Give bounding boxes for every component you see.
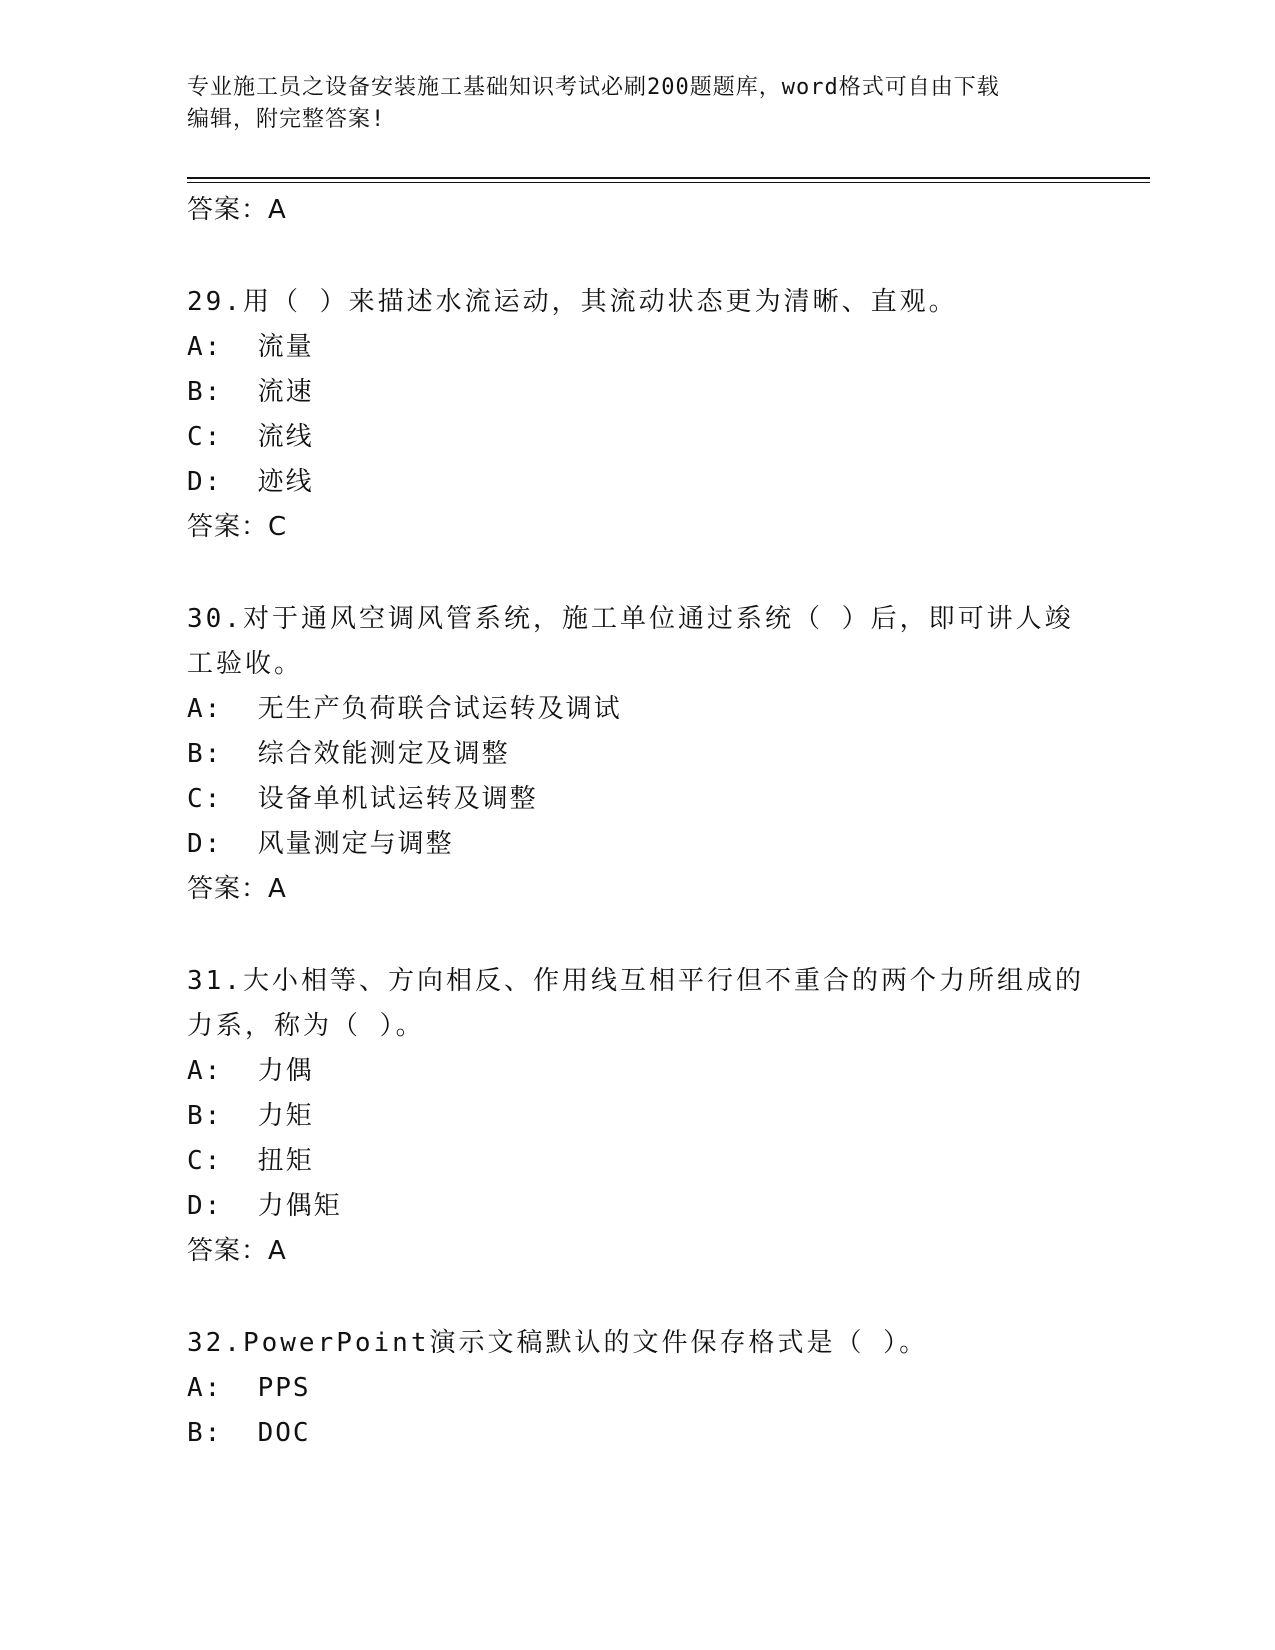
option-a: A: 流量 xyxy=(187,332,314,362)
question-29 xyxy=(187,280,1087,550)
question-31 xyxy=(187,959,1087,1274)
option-c: C: 流线 xyxy=(187,422,314,452)
header-divider-thin xyxy=(187,182,1150,183)
document-header xyxy=(187,72,1087,136)
option-a: A: 无生产负荷联合试运转及调试 xyxy=(187,694,622,724)
option-d: D: 迹线 xyxy=(187,467,314,497)
option-a: A: 力偶 xyxy=(187,1056,314,1086)
question-stem-line-2: 工验收。 xyxy=(187,649,304,679)
option-b: B: 力矩 xyxy=(187,1101,314,1131)
question-30 xyxy=(187,597,1087,912)
document-body xyxy=(187,188,1087,1456)
option-d: D: 力偶矩 xyxy=(187,1191,342,1221)
option-b: B: 流速 xyxy=(187,377,314,407)
question-stem-line-2: 力系，称为（ ）。 xyxy=(187,1011,425,1041)
answer-line: 答案：A xyxy=(187,1236,287,1266)
option-c: C: 扭矩 xyxy=(187,1146,314,1176)
spacer xyxy=(187,233,1087,280)
option-b: B: 综合效能测定及调整 xyxy=(187,739,510,769)
question-32 xyxy=(187,1321,1087,1456)
option-d: D: 风量测定与调整 xyxy=(187,829,454,859)
header-line-1: 专业施工员之设备安装施工基础知识考试必刷200题题库，word格式可自由下载 xyxy=(187,75,1000,100)
answer-line: 答案：A xyxy=(187,195,287,225)
spacer xyxy=(187,1274,1087,1321)
option-c: C: 设备单机试运转及调整 xyxy=(187,784,538,814)
question-stem: 32.PowerPoint演示文稿默认的文件保存格式是（ ）。 xyxy=(187,1328,929,1358)
answer-line: 答案：A xyxy=(187,874,287,904)
question-stem-line-1: 31.大小相等、方向相反、作用线互相平行但不重合的两个力所组成的 xyxy=(187,966,1084,996)
option-b: B: DOC xyxy=(187,1418,311,1448)
option-a: A: PPS xyxy=(187,1373,311,1403)
question-stem: 29.用（ ）来描述水流运动，其流动状态更为清晰、直观。 xyxy=(187,287,958,317)
answer-line: 答案：C xyxy=(187,512,288,542)
spacer xyxy=(187,912,1087,959)
header-divider-thick xyxy=(187,177,1150,179)
header-line-2: 编辑，附完整答案! xyxy=(187,107,386,132)
question-stem-line-1: 30.对于通风空调风管系统，施工单位通过系统（ ）后，即可讲人竣 xyxy=(187,604,1074,634)
spacer xyxy=(187,550,1087,597)
